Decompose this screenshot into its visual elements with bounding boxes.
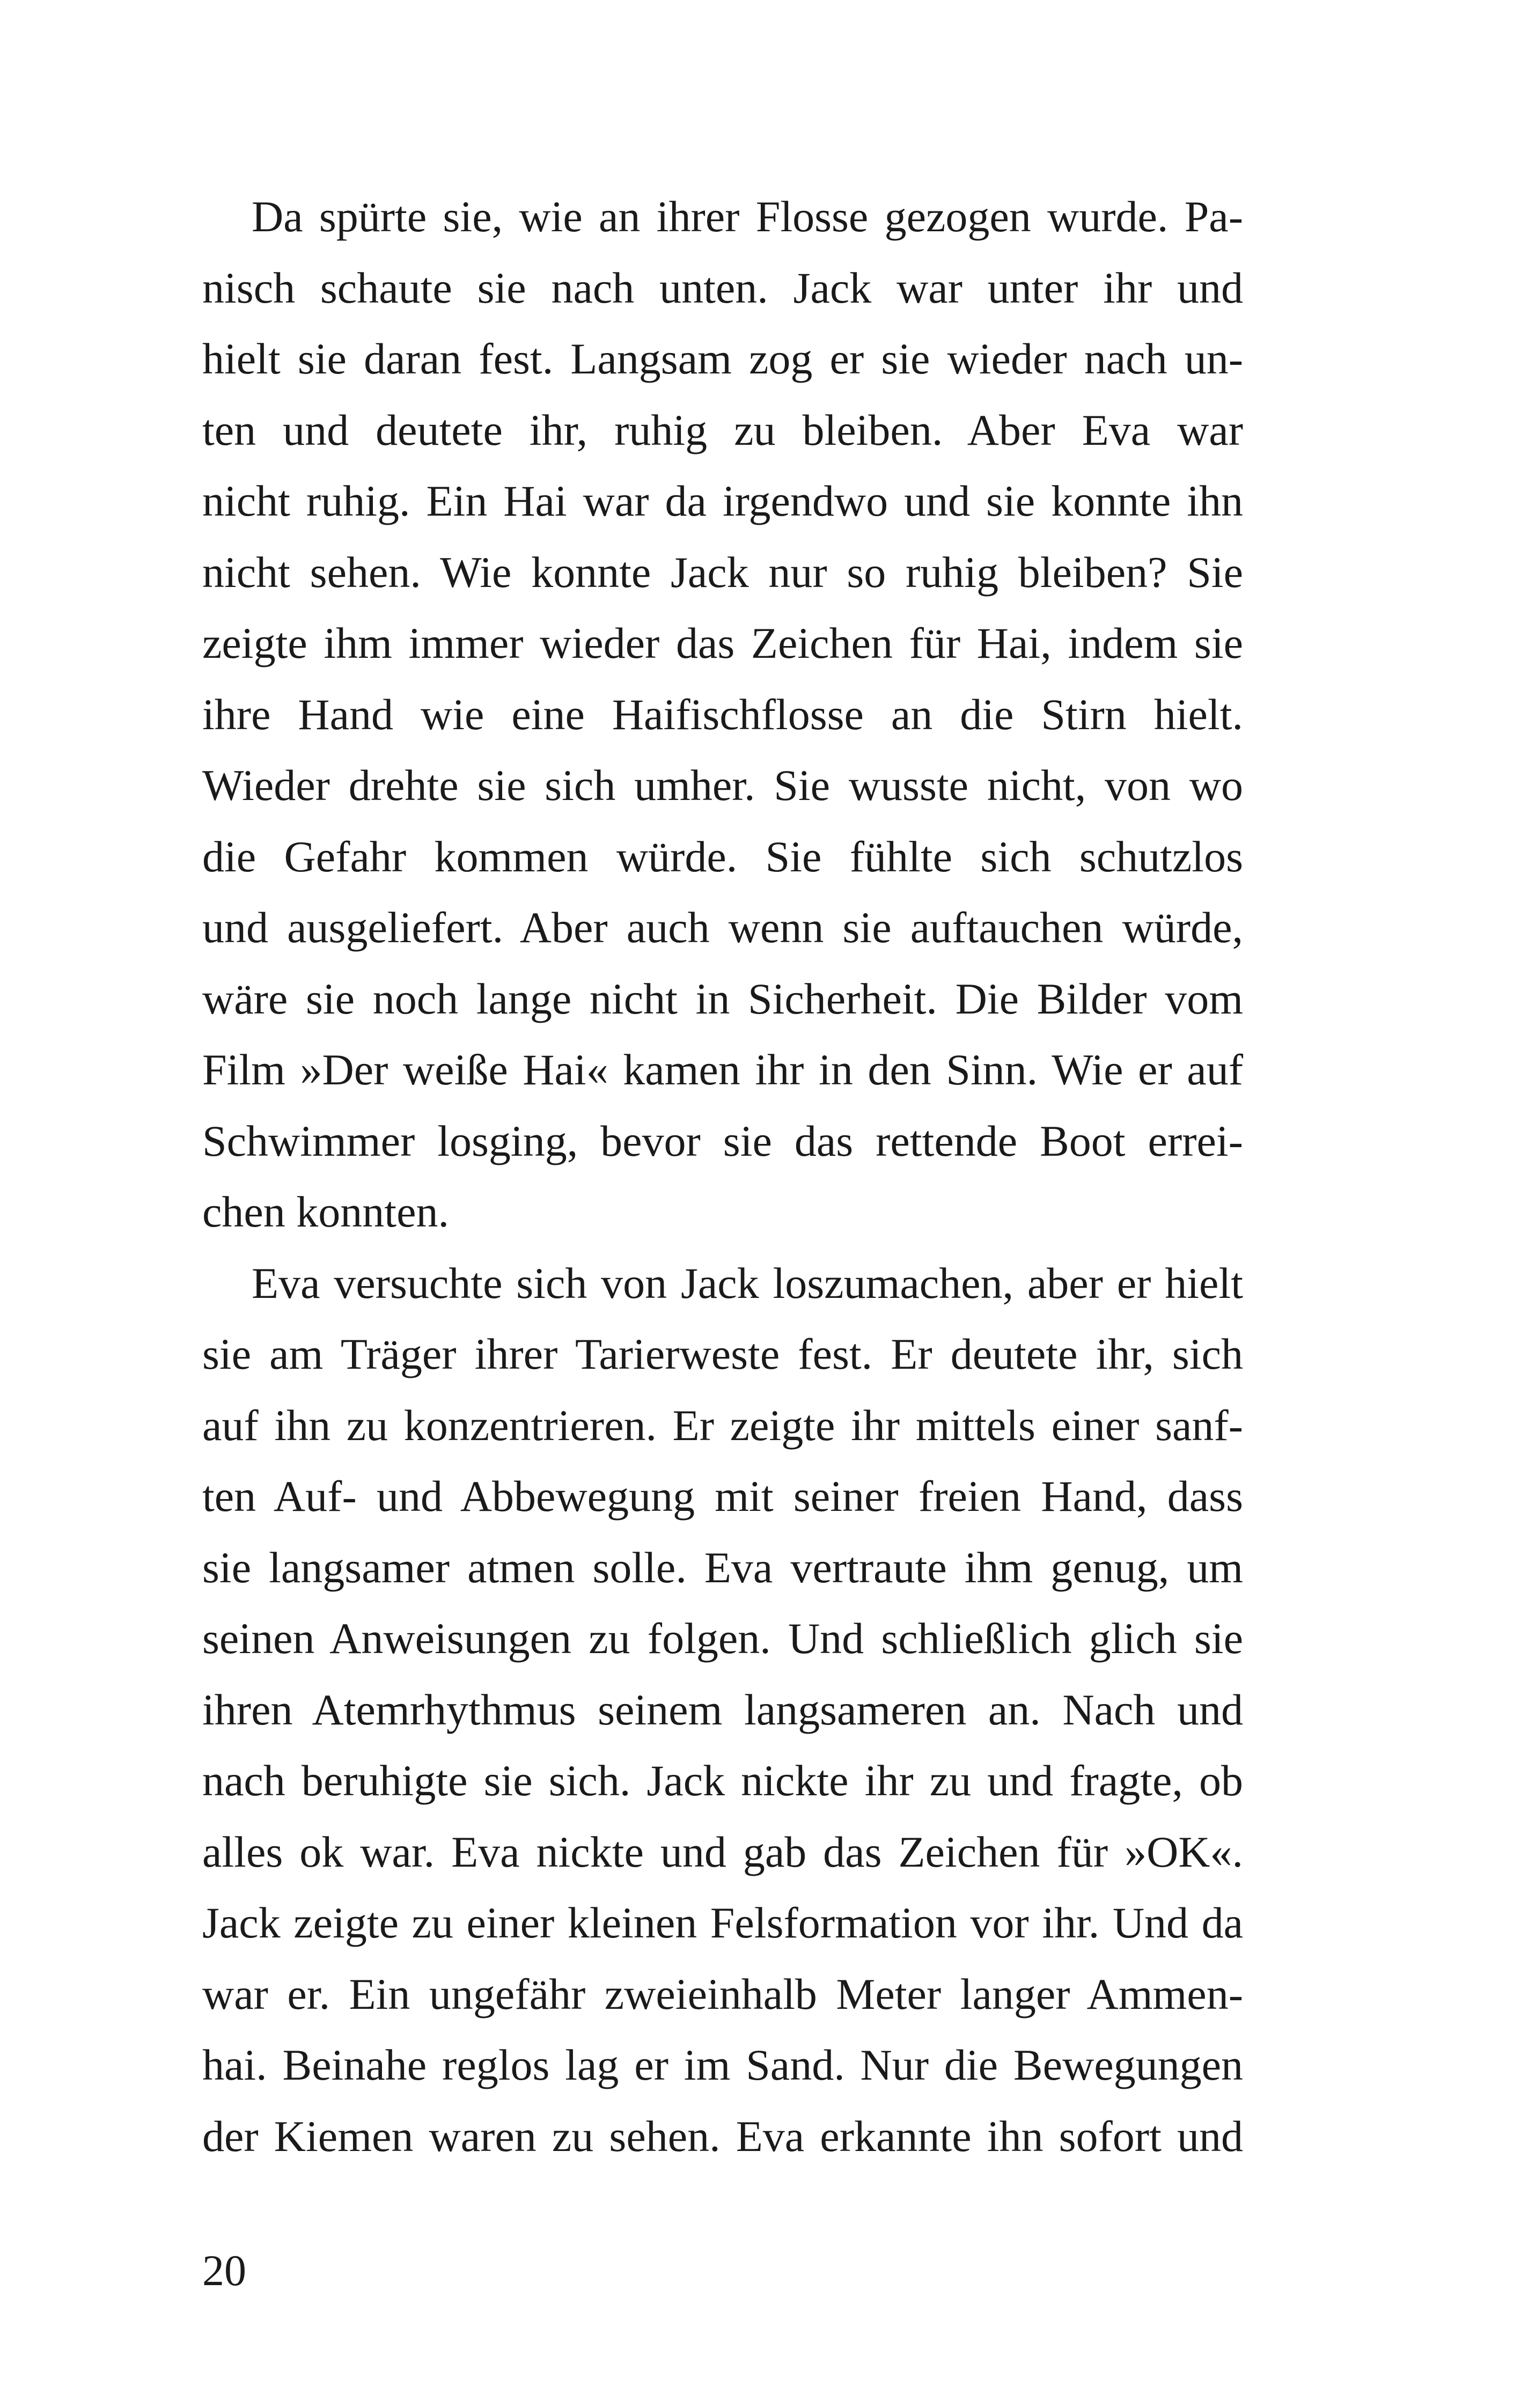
text-line: die Gefahr kommen würde. Sie fühlte sich schutzlos [202, 832, 1243, 881]
text-line: sie am Träger ihrer Tarierweste fest. Er deutete ihr, sich [202, 1330, 1243, 1378]
text-line: Jack zeigte zu einer kleinen Felsformation vor ihr. Und da [202, 1898, 1243, 1947]
text-line: und ausgeliefert. Aber auch wenn sie auftauchen würde, [202, 903, 1243, 952]
text-line: hai. Beinahe reglos lag er im Sand. Nur die Bewegungen [202, 2040, 1243, 2089]
text-line: seinen Anweisungen zu folgen. Und schließlich glich sie [202, 1614, 1243, 1663]
body-text [202, 181, 1243, 2172]
text-line: nisch schaute sie nach unten. Jack war unter ihr und [202, 263, 1243, 312]
text-line: wäre sie noch lange nicht in Sicherheit. Die Bilder vom [202, 974, 1243, 1023]
text-line: hielt sie daran fest. Langsam zog er sie wieder nach un- [202, 334, 1243, 383]
text-line: nicht sehen. Wie konnte Jack nur so ruhig bleiben? Sie [202, 547, 1243, 597]
text-line: zeigte ihm immer wieder das Zeichen für Hai, indem sie [202, 619, 1243, 667]
text-line: Da spürte sie, wie an ihrer Flosse gezogen wurde. Pa- [252, 192, 1243, 241]
text-line: ten Auf- und Abbewegung mit seiner freien Hand, dass [202, 1472, 1243, 1521]
text-line: Wieder drehte sie sich umher. Sie wusste nicht, von wo [202, 761, 1243, 810]
text-line: nach beruhigte sie sich. Jack nickte ihr zu und fragte, ob [202, 1756, 1243, 1805]
page-number: 20 [202, 2246, 246, 2295]
text-line: nicht ruhig. Ein Hai war da irgendwo und sie konnte ihn [202, 476, 1243, 525]
text-line: ihre Hand wie eine Haifischflosse an die Stirn hielt. [202, 689, 1243, 739]
text-line: war er. Ein ungefähr zweieinhalb Meter langer Ammen- [202, 1969, 1243, 2018]
text-line: Eva versuchte sich von Jack loszumachen, aber er hielt [252, 1258, 1243, 1308]
text-line: Film »Der weiße Hai« kamen ihr in den Sinn. Wie er auf [202, 1045, 1243, 1094]
text-line: der Kiemen waren zu sehen. Eva erkannte ihn sofort und [202, 2111, 1243, 2161]
text-line: Schwimmer losging, bevor sie das rettende Boot errei- [202, 1116, 1243, 1165]
text-line: chen konnten. [202, 1187, 449, 1236]
text-line: auf ihn zu konzentrieren. Er zeigte ihr mittels einer sanf- [202, 1400, 1243, 1450]
text-line: alles ok war. Eva nickte und gab das Zeichen für »OK«. [202, 1827, 1243, 1876]
text-line: sie langsamer atmen solle. Eva vertraute ihm genug, um [202, 1543, 1243, 1592]
text-line: ten und deutete ihr, ruhig zu bleiben. Aber Eva war [202, 405, 1243, 454]
text-line: ihren Atemrhythmus seinem langsameren an. Nach und [202, 1685, 1243, 1734]
